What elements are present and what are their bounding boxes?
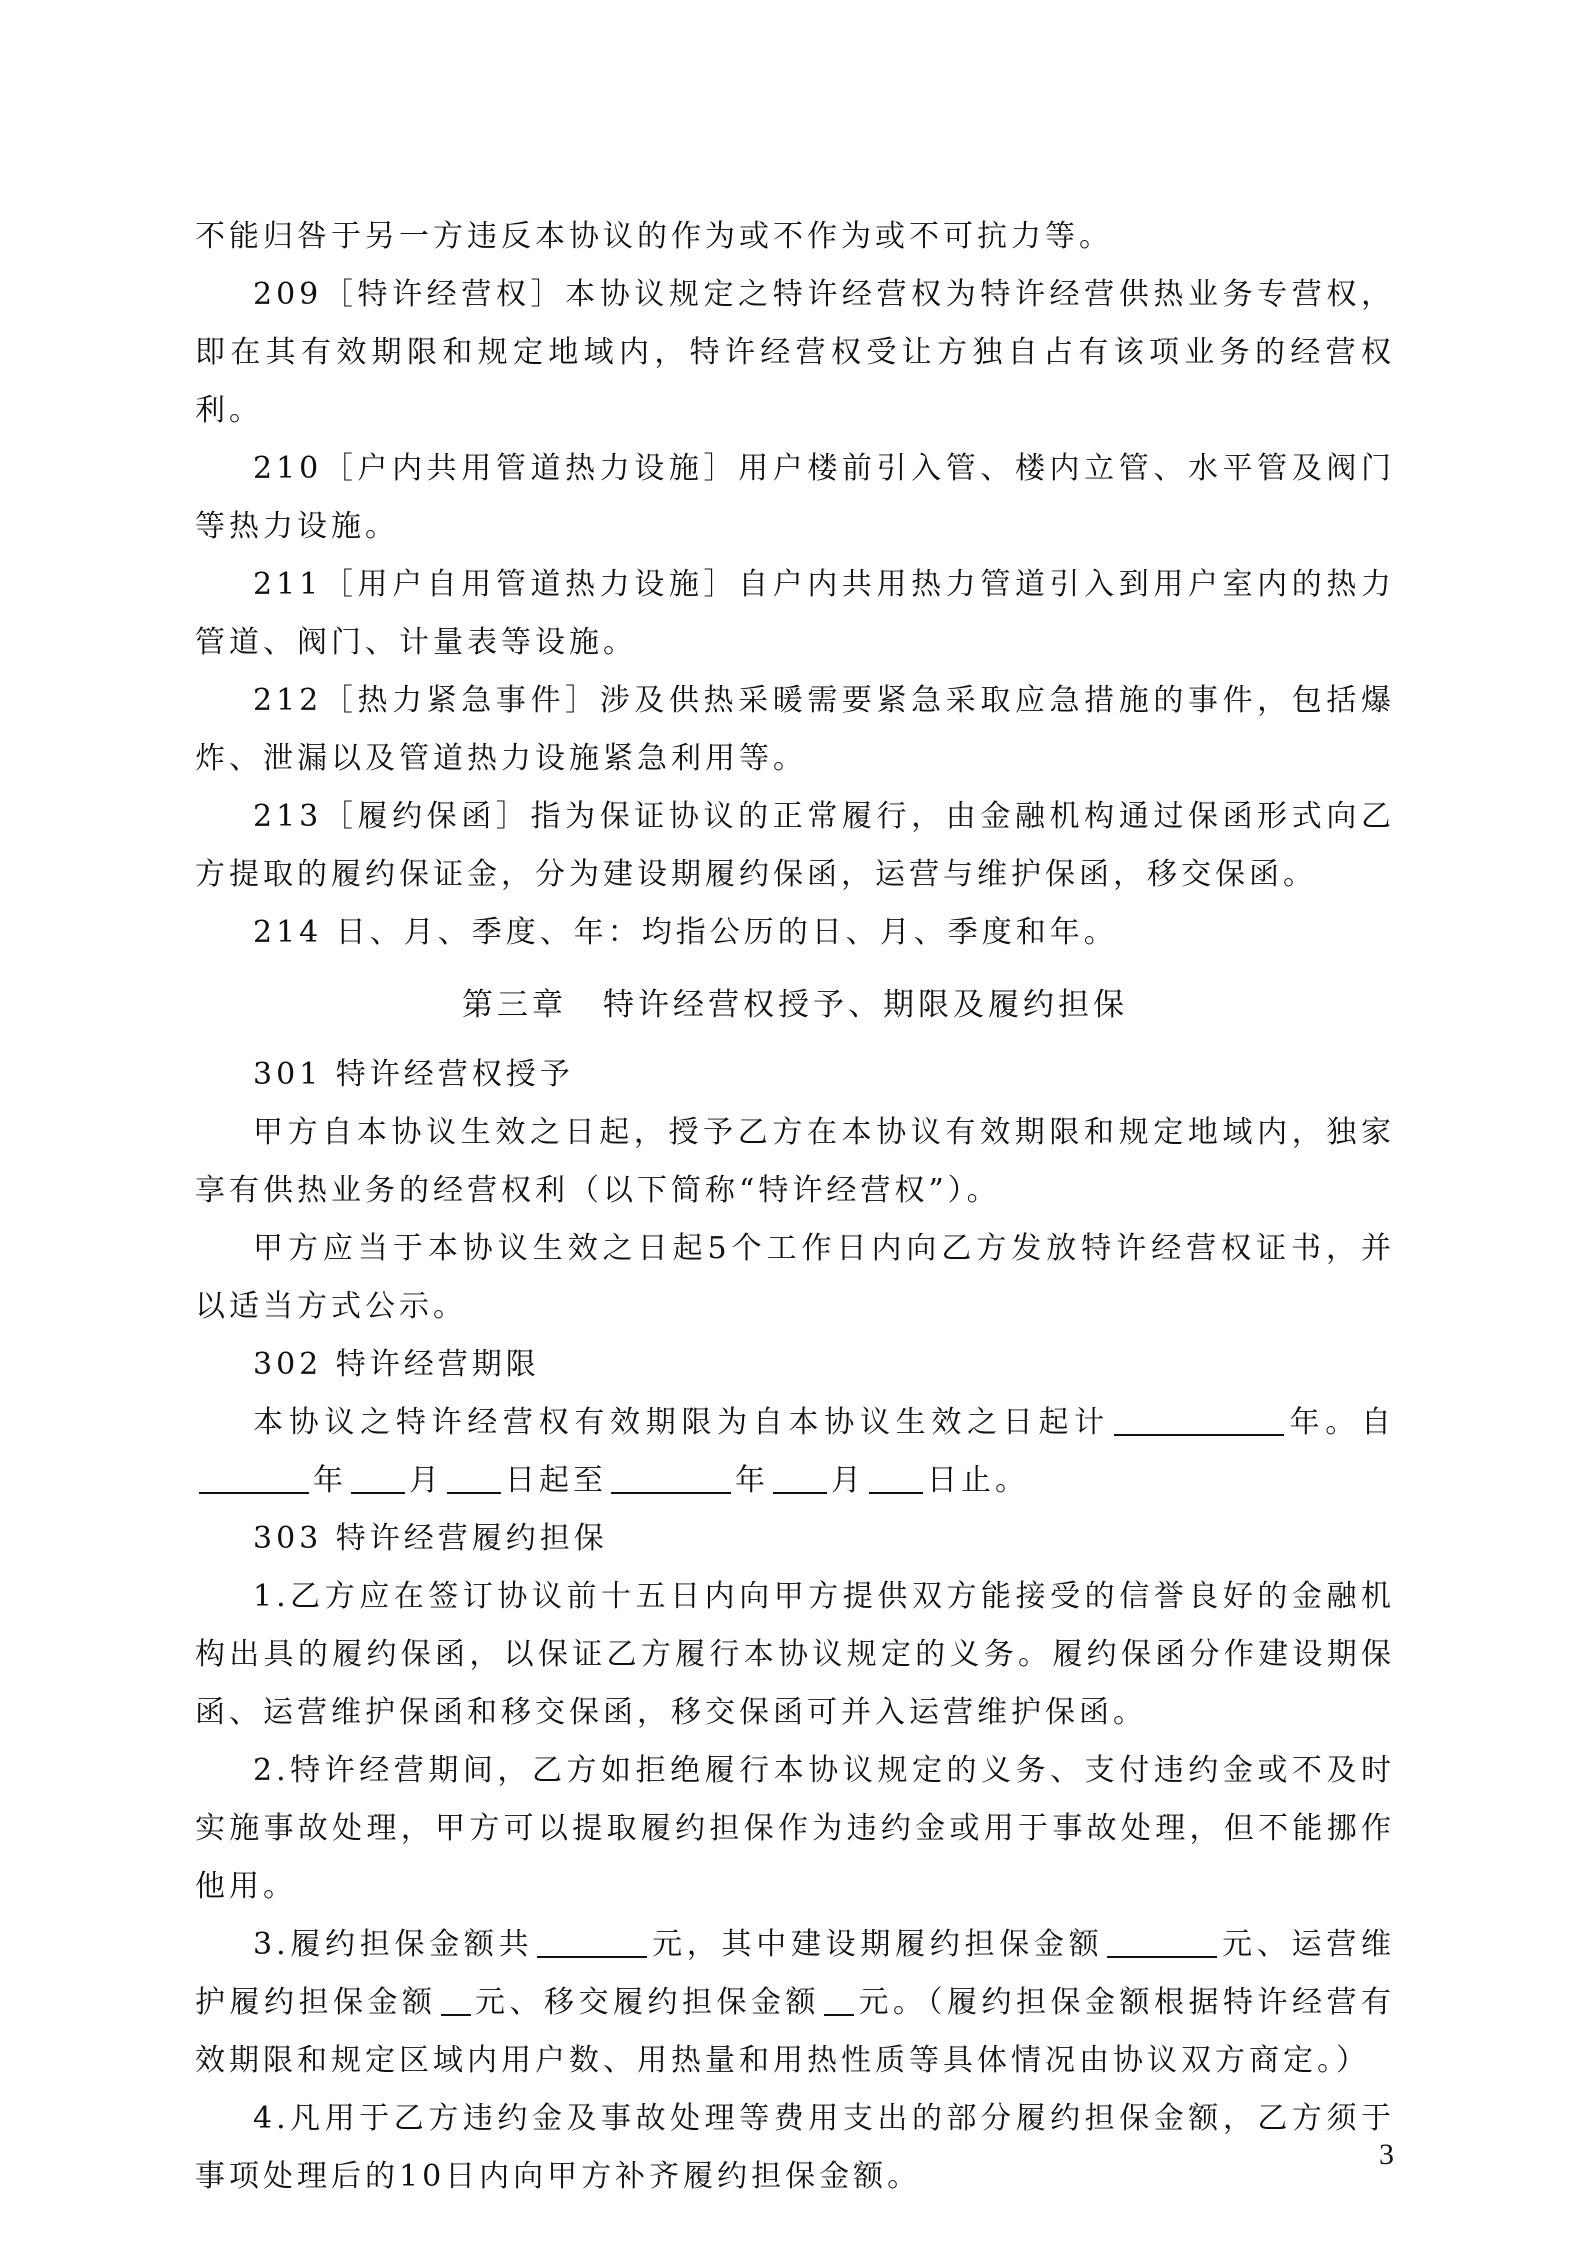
blank-end-year <box>611 1462 731 1494</box>
section-301-para-2: 甲方应当于本协议生效之日起5个工作日内向乙方发放特许经营权证书，并以适当方式公示。 <box>195 1231 1395 1324</box>
item3-text-a: 3.履约担保金额共 <box>253 1927 534 1962</box>
clause-213: 213［履约保函］指为保证协议的正常履行，由金融机构通过保函形式向乙方提取的履约保证金，分为建设期履约保函，运营与维护保函，移交保函。 <box>195 799 1395 892</box>
term-text-1: 本协议之特许经营权有效期限为自本协议生效之日起计 <box>253 1405 1110 1440</box>
clause-214: 214 日、月、季度、年：均指公历的日、月、季度和年。 <box>253 915 1118 950</box>
section-302-heading: 302 特许经营期限 <box>253 1347 540 1382</box>
blank-end-day <box>869 1462 923 1494</box>
section-301-para-1: 甲方自本协议生效之日起，授予乙方在本协议有效期限和规定地域内，独家享有供热业务的经营权利（以下简称“特许经营权”）。 <box>195 1115 1395 1208</box>
clause-211: 211［用户自用管道热力设施］自户内共用热力管道引入到用户室内的热力管道、阀门、计量表等设施。 <box>195 567 1395 660</box>
section-303-item-3 <box>195 1916 1395 2090</box>
chapter-number: 第三章 <box>462 987 567 1023</box>
term-text-2: 年。自 <box>1287 1405 1396 1440</box>
blank-start-year <box>199 1462 309 1494</box>
clause-210: 210［户内共用管道热力设施］用户楼前引入管、楼内立管、水平管及阀门等热力设施。 <box>195 451 1395 544</box>
term-text-5: 日起至 <box>505 1463 607 1498</box>
section-302-term <box>195 1394 1395 1510</box>
chapter-heading <box>195 976 1395 1034</box>
blank-total-amount <box>537 1926 647 1958</box>
chapter-title: 特许经营权授予、期限及履约担保 <box>603 987 1128 1023</box>
item3-text-b: 元，其中建设期履约担保金额 <box>651 1927 1104 1962</box>
section-301-heading: 301 特许经营权授予 <box>253 1057 574 1092</box>
section-303-item-1: 1.乙方应在签订协议前十五日内向甲方提供双方能接受的信誉良好的金融机构出具的履约保函，以保证乙方履行本协议规定的义务。履约保函分作建设期保函、运营维护保函和移交保函，移交保函可并入运营维护保函。 <box>195 1579 1395 1730</box>
paragraph-continuation: 不能归咎于另一方违反本协议的作为或不作为或不可抗力等。 <box>195 219 1113 254</box>
blank-end-month <box>773 1462 827 1494</box>
section-303-item-2: 2.特许经营期间，乙方如拒绝履行本协议规定的义务、支付违约金或不及时实施事故处理，甲方可以提取履约担保作为违约金或用于事故处理，但不能挪作他用。 <box>195 1753 1395 1904</box>
item3-text-d: 元、移交履约担保金额 <box>474 1985 820 2020</box>
term-text-7: 月 <box>831 1463 865 1498</box>
term-text-3: 年 <box>313 1463 347 1498</box>
term-text-8: 日止。 <box>927 1463 1029 1498</box>
section-303-heading: 303 特许经营履约担保 <box>253 1521 608 1556</box>
item3-text-c: 元、运营维护履约担保金额 <box>195 1927 1396 2020</box>
blank-start-day <box>447 1462 501 1494</box>
blank-construction-amount <box>1107 1926 1217 1958</box>
blank-start-month <box>351 1462 405 1494</box>
document-body <box>195 208 1395 2206</box>
term-text-4: 月 <box>409 1463 443 1498</box>
clause-212: 212［热力紧急事件］涉及供热采暖需要紧急采取应急措施的事件，包括爆炸、泄漏以及管道热力设施紧急利用等。 <box>195 683 1395 776</box>
item3-text-e: 元。（履约担保金额根据特许经营有效期限和规定区域内用户数、用热量和用热性质等具体情况由协议双方商定。） <box>195 1985 1395 2078</box>
page-number: 3 <box>1379 2138 1394 2171</box>
blank-operation-amount <box>441 1984 471 2016</box>
blank-transfer-amount <box>824 1984 854 2016</box>
blank-term-years <box>1114 1404 1284 1436</box>
clause-209: 209［特许经营权］本协议规定之特许经营权为特许经营供热业务专营权，即在其有效期限和规定地域内，特许经营权受让方独自占有该项业务的经营权利。 <box>195 277 1395 428</box>
section-303-item-4: 4.凡用于乙方违约金及事故处理等费用支出的部分履约担保金额，乙方须于事项处理后的10日内向甲方补齐履约担保金额。 <box>195 2101 1395 2194</box>
term-text-6: 年 <box>735 1463 769 1498</box>
